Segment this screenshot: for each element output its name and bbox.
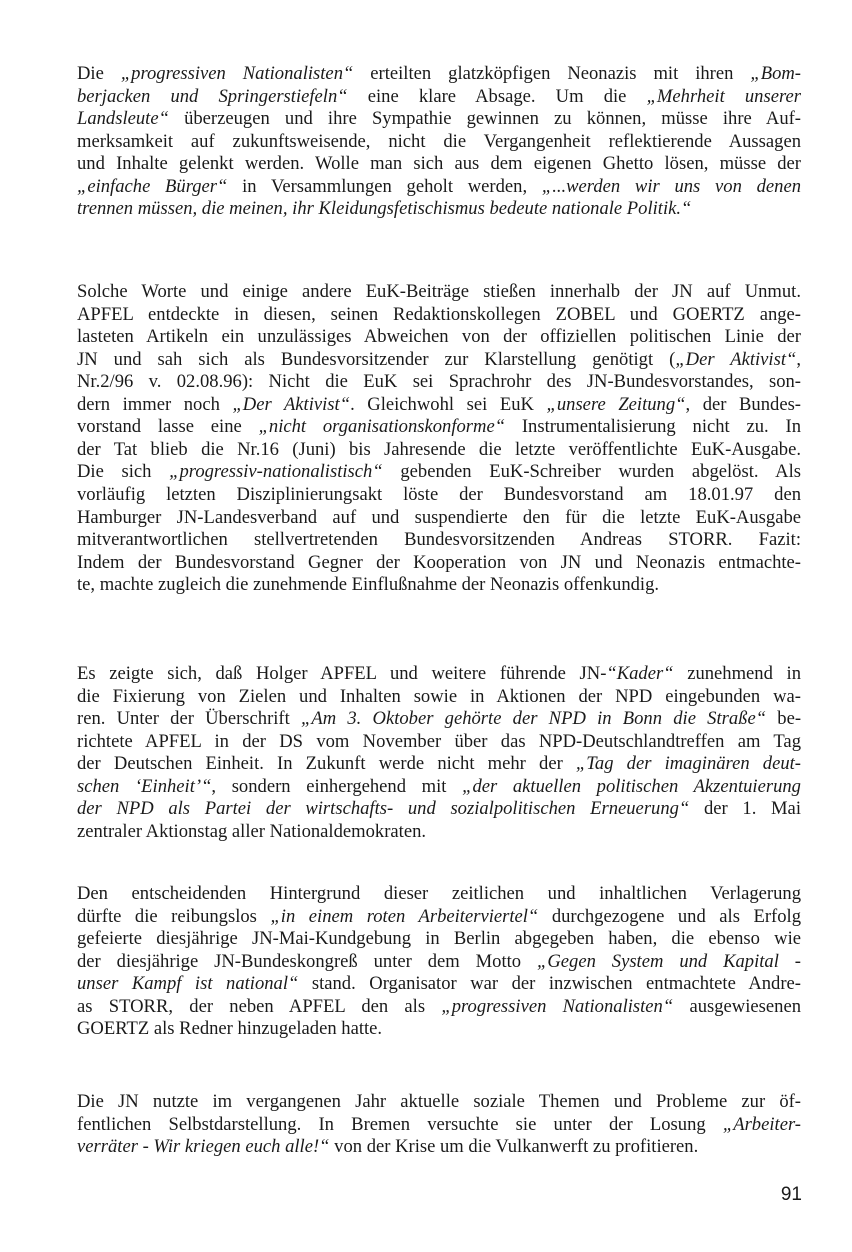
italic-quote: „einfache Bürger“ [77, 175, 228, 197]
text-run: ausgewiesenen [673, 995, 801, 1017]
text-run: stand. Organisator war der inzwischen entmachtete Andre- [298, 973, 801, 995]
text-run: Den entscheidenden Hintergrund dieser zeitlichen und inhaltlichen Verlagerung [77, 883, 801, 904]
text-line [77, 552, 801, 574]
text-run: ren. Unter der Überschrift [77, 708, 302, 730]
italic-quote: „unsere Zeitung“ [546, 393, 686, 415]
page-number: 91 [780, 1184, 802, 1205]
text-line [77, 176, 801, 198]
text-line [77, 883, 801, 905]
text-run: dern immer noch [77, 393, 233, 415]
text-line [77, 928, 801, 950]
text-line [77, 821, 801, 843]
text-run: zentraler Aktionstag aller Nationaldemokraten. [77, 820, 427, 842]
italic-quote: unser Kampf ist national“ [77, 973, 299, 995]
text-run: vorstand lasse eine [77, 416, 259, 438]
text-run: mitverantwortlichen stellvertretenden Bundesvorsitzenden Andreas STORR. Fazit: [77, 529, 801, 550]
text-line [77, 326, 801, 348]
italic-quote: „progressiven Nationalisten“ [441, 995, 674, 1017]
text-run: GOERTZ als Redner hinzugeladen hatte. [77, 1018, 383, 1040]
text-run: Die JN nutzte im vergangenen Jahr aktuelle soziale Themen und Probleme zur öf- [77, 1091, 801, 1112]
text-line [77, 461, 801, 483]
text-run: fentlichen Selbstdarstellung. In Bremen versuchte sie unter der Losung [77, 1113, 723, 1135]
text-line [77, 731, 801, 753]
text-line [77, 1018, 801, 1040]
italic-quote: “Kader“ [606, 663, 674, 684]
text-run: Die sich [77, 461, 170, 483]
italic-quote: „Tag der imaginären deut- [575, 753, 801, 775]
text-line [77, 798, 801, 820]
italic-quote: „nicht organisationskonforme“ [258, 416, 506, 438]
text-run: gefeierte diesjährige JN-Mai-Kundgebung in Berlin abgegeben haben, die ebenso wie [77, 928, 801, 950]
italic-quote: der NPD als Partei der wirtschafts- und sozialpolitischen Erneuerung“ [77, 798, 690, 820]
text-line [77, 529, 801, 551]
italic-quote: verräter - Wir kriegen euch alle!“ [77, 1136, 330, 1158]
text-run: der 1. Mai [689, 798, 801, 820]
text-run: von der Krise um die Vulkanwerft zu profitieren. [329, 1136, 699, 1158]
text-run: der diesjährige JN-Bundeskongreß unter dem Motto [77, 950, 537, 972]
text-run: Instrumentalisierung nicht zu. In [505, 416, 801, 438]
text-run: Solche Worte und einige andere EuK-Beiträge stießen innerhalb der JN auf Unmut. [77, 281, 801, 302]
text-run: in Versammlungen geholt werden, [227, 175, 542, 197]
italic-quote: „Am 3. Oktober gehörte der NPD in Bonn die Straße“ [301, 708, 767, 730]
text-run: . Gleichwohl sei EuK [350, 393, 547, 415]
text-line [77, 663, 801, 685]
text-run: , [796, 348, 801, 370]
italic-quote: berjacken und Springerstiefeln“ [77, 85, 348, 107]
text-line [77, 63, 801, 85]
text-line [77, 198, 801, 220]
text-run: , der Bundes- [685, 393, 801, 415]
text-run: te, machte zugleich die zunehmende Einflußnahme der Neonazis offenkundig. [77, 574, 660, 596]
italic-quote: trennen müssen, die meinen, ihr Kleidungsfetischismus bedeute nationale Politik.“ [77, 198, 692, 220]
text-run: und Inhalte gelenkt werden. Wolle man sich aus dem eigenen Ghetto lösen, müsse der [77, 153, 801, 175]
text-run: richtete APFEL in der DS vom November über das NPD-Deutschlandtreffen am Tag [77, 730, 801, 752]
italic-quote: „in einem roten Arbeiterviertel“ [270, 905, 539, 927]
italic-quote: „der aktuellen politischen Akzentuierung [462, 775, 801, 797]
text-run: die Fixierung von Zielen und Inhalten sowie in Aktionen der NPD eingebunden wa- [77, 685, 801, 707]
text-line [77, 131, 801, 153]
italic-quote: „progressiv-nationalistisch“ [169, 461, 383, 483]
text-line [77, 753, 801, 775]
text-line [77, 86, 801, 108]
text-line [77, 484, 801, 506]
text-line [77, 1091, 801, 1113]
text-line [77, 507, 801, 529]
text-run: erteilten glatzköpfigen Neonazis mit ihren [353, 63, 751, 84]
text-run: der Tat blieb die Nr.16 (Juni) bis Jahresende die letzte veröffentlichte EuK-Ausgabe. [77, 438, 801, 460]
text-run: dürfte die reibungslos [77, 905, 271, 927]
text-run: durchgezogene und als Erfolg [538, 905, 801, 927]
text-run: eine klare Absage. Um die [347, 85, 647, 107]
text-line [77, 416, 801, 438]
text-line [77, 439, 801, 461]
text-line [77, 686, 801, 708]
text-run: Indem der Bundesvorstand Gegner der Kooperation von JN und Neonazis entmachte- [77, 551, 801, 573]
text-run: Die [77, 63, 121, 84]
text-line [77, 951, 801, 973]
text-line [77, 906, 801, 928]
italic-quote: „Bom- [750, 63, 801, 84]
text-run: JN und sah sich als Bundesvorsitzender zur Klarstellung genötigt ( [77, 348, 676, 370]
text-line [77, 1114, 801, 1136]
text-line [77, 281, 801, 303]
text-run: merksamkeit auf zukunftsweisende, nicht die Vergangenheit reflektierende Aussagen [77, 130, 801, 152]
text-line [77, 973, 801, 995]
text-line [77, 108, 801, 130]
text-run: zunehmend in [673, 663, 801, 684]
text-run: , sondern einhergehend mit [211, 775, 463, 797]
italic-quote: „Mehrheit unserer [646, 85, 801, 107]
italic-quote: „Arbeiter- [722, 1113, 801, 1135]
text-line [77, 304, 801, 326]
text-run: überzeugen und ihre Sympathie gewinnen zu können, müsse ihre Auf- [168, 108, 801, 130]
text-run: gebenden EuK-Schreiber wurden abgelöst. Als [382, 461, 801, 483]
text-run: be- [766, 708, 802, 730]
text-line [77, 394, 801, 416]
text-line [77, 776, 801, 798]
italic-quote: „...werden wir uns von denen [541, 175, 801, 197]
text-line [77, 153, 801, 175]
text-run: Nr.2/96 v. 02.08.96): Nicht die EuK sei Sprachrohr des JN-Bundesvorstandes, son- [77, 371, 801, 393]
text-line [77, 349, 801, 371]
italic-quote: „Der Aktivist“ [675, 348, 797, 370]
text-run: Es zeigte sich, daß Holger APFEL und weitere führende JN- [77, 663, 607, 684]
italic-quote: „Der Aktivist“ [232, 393, 351, 415]
text-line [77, 996, 801, 1018]
italic-quote: schen ‘Einheit’“ [77, 775, 212, 797]
text-run: Hamburger JN-Landesverband auf und suspendierte den für die letzte EuK-Ausgabe [77, 506, 801, 528]
text-run: as STORR, der neben APFEL den als [77, 995, 442, 1017]
italic-quote: Landsleute“ [77, 108, 169, 130]
text-run: der Deutschen Einheit. In Zukunft werde nicht mehr der [77, 753, 576, 775]
text-run: vorläufig letzten Disziplinierungsakt löste der Bundesvorstand am 18.01.97 den [77, 484, 801, 505]
text-line [77, 708, 801, 730]
text-run: APFEL entdeckte in diesen, seinen Redaktionskollegen ZOBEL und GOERTZ ange- [77, 303, 801, 325]
italic-quote: „progressiven Nationalisten“ [120, 63, 354, 84]
italic-quote: „Gegen System und Kapital - [537, 950, 801, 972]
text-line [77, 1136, 801, 1158]
text-line [77, 371, 801, 393]
text-line [77, 574, 801, 596]
text-run: lasteten Artikeln ein unzulässiges Abweichen von der offiziellen politischen Linie der [77, 326, 801, 348]
